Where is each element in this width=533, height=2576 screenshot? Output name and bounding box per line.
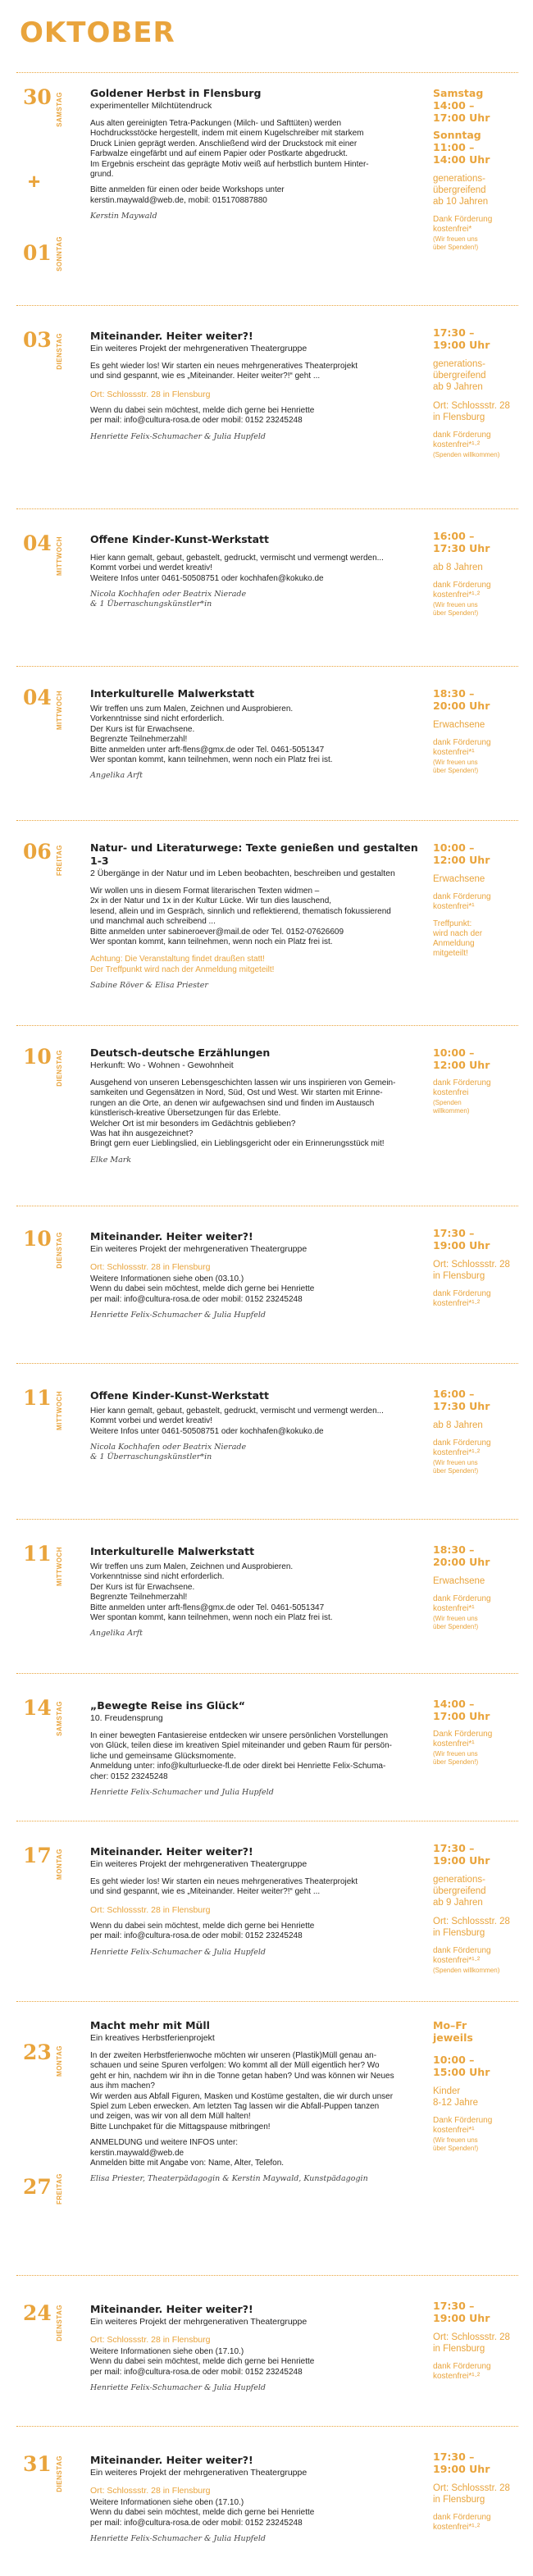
event-info: Weitere Informationen siehe oben (03.10.) Wenn du dabei sein möchtest, melde dich gerne bei Henriette per mail: info@cultura-rosa.de oder mobil: 0152 23245248 — [90, 1274, 315, 1304]
event-weekday: DIENSTAG — [56, 2305, 63, 2341]
event-sidebar — [433, 2451, 522, 2533]
event-title: Goldener Herbst in Flensburg — [90, 87, 262, 99]
event-cost: dank Förderung kostenfrei*¹ — [433, 1594, 491, 1613]
event-title: Natur- und Literaturwege: Texte genießen und gestalten 1-3 — [90, 841, 418, 867]
event-description: Wir treffen uns zum Malen, Zeichnen und Ausprobieren. Vorkenntnisse sind nicht erforderlich. Der Kurs ist für Erwachsene. Begrenzte Teilnehmerzahl! Bitte anmelden unter arft-flens@gmx.de oder Tel. 0461-5051347 Wer spontan kommt, kann teilnehmen, wenn noch ein Platz frei ist. — [90, 1562, 333, 1623]
event-audience: Kinder 8-12 Jahre — [433, 2086, 478, 2108]
event-note: (Wir freuen uns über Spenden!) — [433, 1459, 479, 1475]
event-description: Ausgehend von unseren Lebensgeschichten lassen wir uns inspirieren von Gemein- samkeiten und Gegensätzen in Nord, Süd, Ost und West. Wir starten mit Erinne- rungen an die Orte, an denen wir aufgewachsen sind und finden im Austausch künstlerisch-kreative Übersetzungen für das Erlebte. Welcher Ort ist mir besonders im Gedächtnis geblieben? Was hat ihn ausgezeichnet? Bringt gern euer Lieblingslied, ein Lieblingsgericht oder ein Erinnerungsstück mit! — [90, 1078, 396, 1149]
event-audience: generations- übergreifend ab 10 Jahren — [433, 174, 489, 207]
event-date: 11 — [23, 1542, 52, 1566]
separator-line — [16, 305, 518, 306]
event-cost: dank Förderung kostenfrei*¹·² — [433, 2362, 491, 2381]
month-heading: OKTOBER — [20, 16, 175, 49]
event-title: Interkulturelle Malwerkstatt — [90, 1545, 255, 1557]
event-body — [90, 1389, 418, 1462]
event-note: (Wir freuen uns über Spenden!) — [433, 601, 479, 617]
event-weekday: SAMSTAG — [56, 1701, 63, 1736]
event-note: (Wir freuen uns über Spenden!) — [433, 2136, 479, 2152]
event-weekday: MONTAG — [56, 2045, 63, 2077]
event-body — [90, 330, 418, 442]
event-date: 10 — [23, 1045, 52, 1069]
event-subtitle: Ein weiteres Projekt der mehrgenerativen Theatergruppe — [90, 344, 308, 353]
event-meeting-point: Treffpunkt: wird nach der Anmeldung mitgeteilt! — [433, 919, 483, 958]
event-author: Angelika Arft — [90, 771, 143, 781]
separator-line — [16, 508, 518, 509]
event-body — [90, 87, 418, 221]
event-subtitle: Ein weiteres Projekt der mehrgenerativen Theatergruppe — [90, 1244, 308, 1254]
separator-line — [16, 1519, 518, 1520]
event-body — [90, 1046, 426, 1165]
event-date: 24 — [23, 2301, 52, 2325]
separator-line — [16, 1025, 518, 1026]
event-location: Ort: Schlossstr. 28 in Flensburg — [90, 1262, 211, 1272]
event-author: Henriette Felix-Schumacher & Julia Hupfeld — [90, 431, 266, 441]
event-cost: dank Förderung kostenfrei*¹ — [433, 738, 491, 757]
separator-line — [16, 2426, 518, 2427]
event-cost: dank Förderung kostenfrei*¹·² — [433, 2513, 491, 2532]
event-date-end: 27 — [23, 2175, 52, 2199]
event-info: Wenn du dabei sein möchtest, melde dich gerne bei Henriette per mail: info@cultura-rosa.de oder mobil: 0152 23245248 — [90, 405, 315, 426]
event-note: (Spenden willkommen) — [433, 451, 500, 458]
separator-line — [16, 2001, 518, 2002]
event-date: 04 — [23, 531, 52, 555]
event-description: Hier kann gemalt, gebaut, gebastelt, gedruckt, vermischt und vermengt werden... Kommt vorbei und werdet kreativ! Weitere Infos unter 0461-50508751 oder kochhafen@kokuko.de — [90, 554, 384, 583]
event-time: 18:30 – 20:00 Uhr — [433, 687, 490, 712]
event-info: Wenn du dabei sein möchtest, melde dich gerne bei Henriette per mail: info@cultura-rosa.de oder mobil: 0152 23245248 — [90, 1921, 315, 1941]
event-title: Interkulturelle Malwerkstatt — [90, 687, 255, 700]
event-title: Miteinander. Heiter weiter?! — [90, 2454, 253, 2466]
event-body — [90, 2019, 422, 2184]
event-title: Miteinander. Heiter weiter?! — [90, 330, 253, 342]
event-weekday-end: SONNTAG — [56, 236, 63, 271]
event-weekday-end: FREITAG — [56, 2173, 63, 2205]
separator-line — [16, 666, 518, 667]
event-sidebar — [433, 1842, 522, 1975]
event-subtitle: Ein weiteres Projekt der mehrgenerativen Theatergruppe — [90, 2468, 308, 2478]
event-weekday: FREITAG — [56, 845, 63, 877]
event-date: 11 — [23, 1386, 52, 1410]
event-date: 17 — [23, 1844, 52, 1867]
event-audience: generations- übergreifend ab 9 Jahren — [433, 1875, 486, 1908]
event-author: Nicola Kochhafen oder Beatrix Nierade & 1 Überraschungskünstler*in — [90, 1443, 247, 1462]
event-time: 18:30 – 20:00 Uhr — [433, 1543, 490, 1568]
event-audience: Erwachsene — [433, 874, 485, 884]
event-description: Wir wollen uns in diesem Format literarischen Texten widmen – 2x in der Natur und 1x in der Kultur Lücke. Wir tun dies lauschend, lesend, allein und im Gespräch, sinnlich und reflektierend, thematisch fokussierend und manchmal auch schreibend ... Bitte anmelden unter sabineroever@mail.de oder Tel. 0152-07626609 Wer spontan kommt, kann teilnehmen, wenn noch ein Platz frei ist. — [90, 887, 391, 947]
event-date: 03 — [23, 328, 52, 352]
event-subtitle: 10. Freudensprung — [90, 1713, 163, 1723]
event-note: (Wir freuen uns über Spenden!) — [433, 235, 479, 251]
event-subtitle: Ein weiteres Projekt der mehrgenerativen Theatergruppe — [90, 2317, 308, 2327]
event-subtitle: experimenteller Milchtütendruck — [90, 101, 212, 111]
event-time: 16:00 – 17:30 Uhr — [433, 1388, 490, 1412]
event-date: 06 — [23, 840, 52, 864]
event-description: In einer bewegten Fantasiereise entdecken wir unsere persönlichen Vorstellungen von Glück, teilen diese im kreativen Spiel miteinander und geben Raum für persön- liche und gemeinsame Glücksmomente. Anmeldung unter: info@kulturluecke-fl.de oder direkt bei Henriette Felix-Schuma- cher: 0152 23245248 — [90, 1731, 392, 1781]
event-title: Offene Kinder-Kunst-Werkstatt — [90, 1389, 270, 1402]
event-subtitle: Herkunft: Wo - Wohnen - Gewohnheit — [90, 1060, 234, 1070]
event-info: ANMELDUNG und weitere INFOS unter: kerstin.maywald@web.de Anmelden bitte mit Angabe von: Name, Alter, Telefon. — [90, 2138, 285, 2168]
event-sidebar — [433, 2300, 522, 2382]
event-date-end: 01 — [23, 241, 52, 265]
event-cost: Dank Förderung kostenfrei*¹ — [433, 1730, 493, 1748]
event-location-side: Ort: Schlossstr. 28 in Flensburg — [433, 2332, 510, 2354]
event-title: Miteinander. Heiter weiter?! — [90, 2303, 253, 2315]
event-sidebar — [433, 2019, 522, 2153]
event-cost: dank Förderung kostenfrei*¹·² — [433, 1289, 491, 1308]
event-weekday: MITTWOCH — [56, 536, 63, 576]
event-weekday: MONTAG — [56, 1849, 63, 1880]
event-author: Angelika Arft — [90, 1629, 143, 1639]
event-author: Henriette Felix-Schumacher & Julia Hupfeld — [90, 1947, 266, 1957]
event-date: 23 — [23, 2040, 52, 2064]
plus-sign: + — [28, 169, 41, 194]
event-author: Henriette Felix-Schumacher & Julia Hupfeld — [90, 2383, 266, 2393]
event-weekday: DIENSTAG — [56, 1050, 63, 1087]
event-description: Hier kann gemalt, gebaut, gebastelt, gedruckt, vermischt und vermengt werden... Kommt vorbei und werdet kreativ! Weitere Infos unter 0461-50508751 oder kochhafen@kokuko.de — [90, 1407, 384, 1436]
separator-line — [16, 1363, 518, 1364]
separator-line — [16, 1673, 518, 1674]
event-sidebar — [433, 1227, 522, 1309]
event-location: Ort: Schlossstr. 28 in Flensburg — [90, 2486, 211, 2496]
event-time: 17:30 – 19:00 Uhr — [433, 326, 490, 351]
event-cost: dank Förderung kostenfrei*¹·² — [433, 1946, 491, 1965]
event-note: (Spenden willkommen) — [433, 1967, 500, 1974]
event-info: Bitte anmelden für einen oder beide Workshops unter kerstin.maywald@web.de, mobil: 015170887880 — [90, 185, 285, 205]
event-notice: Achtung: Die Veranstaltung findet draußen statt! Der Treffpunkt wird nach der Anmeldung mitgeteilt! — [90, 955, 275, 974]
event-body — [90, 2454, 418, 2544]
event-time: 10:00 – 12:00 Uhr — [433, 1046, 490, 1071]
event-date: 04 — [23, 686, 52, 709]
event-note: (Spenden willkommen) — [433, 1099, 470, 1115]
event-description: Aus alten gereinigten Tetra-Packungen (Milch- und Safttüten) werden Hochdrucksstöcke hergestellt, indem mit einem Kugelschreiber mit starkem Druck Linien geprägt werden. Anschließend wird der Druckstock mit einer Farbwalze eingefärbt und auf einem Papier oder Postkarte abgedruckt. Im Ergebnis erscheint das geprägte Motiv weiß auf herbstlich buntem Hinter- grund. — [90, 119, 369, 180]
event-sidebar — [433, 530, 522, 618]
event-author: Elisa Priester, Theaterpädagogin & Kerstin Maywald, Kunstpädagogin — [90, 2174, 368, 2184]
event-sidebar — [433, 841, 522, 959]
event-author: Sabine Röver & Elisa Priester — [90, 981, 208, 991]
event-date: 30 — [23, 85, 52, 109]
event-cost: Dank Förderung kostenfrei* — [433, 215, 493, 234]
event-weekday: SAMSTAG — [56, 92, 63, 127]
event-audience: Erwachsene — [433, 720, 485, 730]
event-title: Miteinander. Heiter weiter?! — [90, 1845, 253, 1858]
event-location-side: Ort: Schlossstr. 28 in Flensburg — [433, 1260, 510, 1281]
event-cost: dank Förderung kostenfrei*¹ — [433, 892, 491, 911]
event-title: Deutsch-deutsche Erzählungen — [90, 1046, 271, 1059]
event-sidebar — [433, 687, 522, 775]
event-description: In der zweiten Herbstferienwoche möchten wir unseren (Plastik)Müll genau an- schauen und seine Spuren verfolgen: Wo kommt all der Müll eigentlich her? Wo geht er hin, nachdem wir ihn in die Tonne getan haben? Und was können wir Neues aus ihm machen? Wir werden aus Abfall Figuren, Masken und Kostüme gestalten, die wir durch unser Spiel zum Leben erwecken. Am letzten Tag lassen wir die Abfall-Puppen tanzen und zeigen, was wir von all dem Müll halten! Bitte Lunchpaket für die Mittagspause mitbringen! — [90, 2051, 394, 2131]
event-body — [90, 533, 418, 609]
event-location-side: Ort: Schlossstr. 28 in Flensburg — [433, 1917, 510, 1938]
event-title: „Bewegte Reise ins Glück“ — [90, 1699, 246, 1712]
event-cost: dank Förderung kostenfrei*¹·² — [433, 581, 491, 600]
event-audience: ab 8 Jahren — [433, 1420, 483, 1430]
event-info: Weitere Informationen siehe oben (17.10.) Wenn du dabei sein möchtest, melde dich gerne bei Henriette per mail: info@cultura-rosa.de oder mobil: 0152 23245248 — [90, 2498, 315, 2528]
event-sidebar — [433, 1046, 522, 1115]
event-sidebar — [433, 1388, 522, 1475]
event-location-side: Ort: Schlossstr. 28 in Flensburg — [433, 2483, 510, 2505]
event-title: Macht mehr mit Müll — [90, 2019, 210, 2031]
event-time: 17:30 – 19:00 Uhr — [433, 1227, 490, 1252]
event-body — [90, 1845, 418, 1958]
event-description: Es geht wieder los! Wir starten ein neues mehrgeneratives Theaterprojekt und sind gespannt, wie es „Miteinander. Heiter weiter?!“ geht ... — [90, 1877, 358, 1897]
event-time-2: 10:00 – 15:00 Uhr — [433, 2054, 490, 2078]
event-weekday: MITTWOCH — [56, 1547, 63, 1586]
separator-line — [16, 820, 518, 821]
event-cost: Dank Förderung kostenfrei*¹ — [433, 2116, 493, 2135]
event-cost: dank Förderung kostenfrei*¹·² — [433, 1438, 491, 1457]
event-time-2: Sonntag 11:00 – 14:00 Uhr — [433, 129, 490, 166]
separator-line — [16, 2275, 518, 2276]
event-date: 14 — [23, 1696, 52, 1720]
event-info: Weitere Informationen siehe oben (17.10.) Wenn du dabei sein möchtest, melde dich gerne bei Henriette per mail: info@cultura-rosa.de oder mobil: 0152 23245248 — [90, 2347, 315, 2377]
event-body — [90, 841, 426, 991]
event-note: (Wir freuen uns über Spenden!) — [433, 1615, 479, 1630]
event-date: 10 — [23, 1227, 52, 1251]
event-time: Samstag 14:00 – 17:00 Uhr — [433, 87, 490, 124]
event-body — [90, 687, 418, 781]
event-sidebar — [433, 326, 522, 459]
event-audience: Erwachsene — [433, 1576, 485, 1586]
event-author: Kerstin Maywald — [90, 212, 157, 221]
event-location: Ort: Schlossstr. 28 in Flensburg — [90, 2335, 211, 2345]
event-title: Miteinander. Heiter weiter?! — [90, 1230, 253, 1242]
event-author: Nicola Kochhafen oder Beatrix Nierade & 1 Überraschungskünstler*in — [90, 590, 247, 609]
event-weekday: MITTWOCH — [56, 691, 63, 730]
event-body — [90, 2303, 418, 2393]
event-weekday: DIENSTAG — [56, 2455, 63, 2492]
event-author: Henriette Felix-Schumacher und Julia Hupfeld — [90, 1788, 274, 1798]
separator-line — [16, 72, 518, 73]
event-sidebar — [433, 1698, 522, 1767]
event-note: (Wir freuen uns über Spenden!) — [433, 759, 479, 774]
event-subtitle: Ein weiteres Projekt der mehrgenerativen Theatergruppe — [90, 1859, 308, 1869]
event-body — [90, 1230, 418, 1320]
event-date: 31 — [23, 2452, 52, 2476]
event-author: Elke Mark — [90, 1155, 132, 1165]
event-title: Offene Kinder-Kunst-Werkstatt — [90, 533, 270, 545]
event-sidebar — [433, 87, 522, 252]
event-time: 14:00 – 17:00 Uhr — [433, 1698, 490, 1722]
event-body — [90, 1545, 418, 1639]
event-time: 10:00 – 12:00 Uhr — [433, 841, 490, 866]
event-subtitle: 2 Übergänge in der Natur und im Leben beobachten, beschreiben und gestalten — [90, 869, 395, 878]
event-description: Wir treffen uns zum Malen, Zeichnen und Ausprobieren. Vorkenntnisse sind nicht erforderlich. Der Kurs ist für Erwachsene. Begrenzte Teilnehmerzahl! Bitte anmelden unter arft-flens@gmx.de oder Tel. 0461-5051347 Wer spontan kommt, kann teilnehmen, wenn noch ein Platz frei ist. — [90, 704, 333, 765]
event-time: Mo–Fr jeweils — [433, 2019, 473, 2044]
event-author: Henriette Felix-Schumacher & Julia Hupfeld — [90, 2534, 266, 2544]
event-note: (Wir freuen uns über Spenden!) — [433, 1750, 479, 1766]
event-cost: dank Förderung kostenfrei*¹·² — [433, 431, 491, 449]
event-time: 17:30 – 19:00 Uhr — [433, 1842, 490, 1867]
event-audience: generations- übergreifend ab 9 Jahren — [433, 359, 486, 392]
event-body — [90, 1699, 422, 1798]
event-author: Henriette Felix-Schumacher & Julia Hupfeld — [90, 1311, 266, 1320]
event-location-side: Ort: Schlossstr. 28 in Flensburg — [433, 401, 510, 422]
event-weekday: MITTWOCH — [56, 1391, 63, 1430]
event-sidebar — [433, 1543, 522, 1631]
event-cost: dank Förderung kostenfrei — [433, 1078, 491, 1097]
event-time: 17:30 – 19:00 Uhr — [433, 2451, 490, 2475]
event-subtitle: Ein kreatives Herbstferienprojekt — [90, 2033, 215, 2043]
event-location: Ort: Schlossstr. 28 in Flensburg — [90, 1904, 211, 1915]
event-description: Es geht wieder los! Wir starten ein neues mehrgeneratives Theaterprojekt und sind gespannt, wie es „Miteinander. Heiter weiter?!“ geht ... — [90, 362, 358, 381]
event-time: 17:30 – 19:00 Uhr — [433, 2300, 490, 2324]
event-audience: ab 8 Jahren — [433, 563, 483, 572]
event-weekday: DIENSTAG — [56, 1232, 63, 1269]
event-location: Ort: Schlossstr. 28 in Flensburg — [90, 389, 211, 399]
event-time: 16:00 – 17:30 Uhr — [433, 530, 490, 554]
event-weekday: DIENSTAG — [56, 333, 63, 370]
